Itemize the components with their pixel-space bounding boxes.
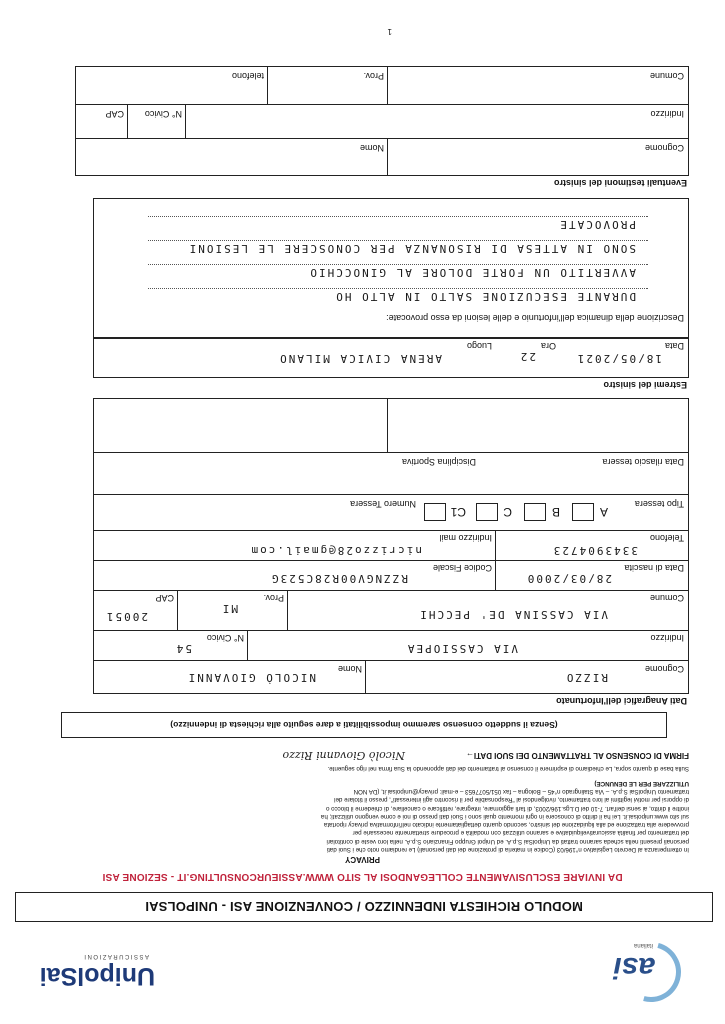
- privacy-line: personali presenti nella scheda saranno trattati da UnipolSai S.p.A. ed Unipol Gruppo Finanziario S.p.A. nella loro veste di contitolari: [326, 837, 689, 845]
- label-indirizzo: Indirizzo: [650, 633, 684, 643]
- form-title: MODULO RICHIESTA INDENNIZZO / CONVENZIONE ASI - UNIPOLSAI: [145, 899, 583, 914]
- witness-label-comune: Comune: [649, 71, 684, 81]
- form-subtitle: DA INVIARE ESCLUSIVAMENTE COLLEGANDOSI AL SITO WWW.ASSIEURCONSULTING.IT - SEZIONE ASI: [102, 871, 623, 882]
- unipolsai-logo-text: UnipolSai: [39, 962, 155, 990]
- privacy-line: provvedere alla trattazione ed alla liquidazione del sinistro, secondo quanto dettagliatamente indicato nell'informativa privacy riportata: [323, 821, 689, 829]
- privacy-line: UTILIZZARE PER LE DENUNCE): [594, 779, 689, 787]
- field-nome[interactable]: NICOLÒ GIOVANNI: [186, 671, 316, 684]
- asi-logo-text: asi: [613, 951, 655, 984]
- field-descrizione-line[interactable]: SONO IN ATTESA DI RISONANZA PER CONOSCERE LE LESIONI: [187, 242, 636, 255]
- field-ora[interactable]: 22: [518, 350, 536, 363]
- unipolsai-logo: [39, 944, 155, 994]
- title-bar: [15, 892, 713, 922]
- label-cognome: Cognome: [644, 664, 684, 674]
- informant-table: [93, 398, 689, 694]
- label-data-rilascio: Data rilascio tessera: [602, 457, 684, 467]
- consent-signature[interactable]: Nicolò Giovanni Rizzo: [282, 749, 405, 762]
- tessera-option-c: C: [503, 505, 512, 519]
- claim-description-box: [93, 198, 689, 338]
- field-mail[interactable]: nicrizzo28@gmail.com: [249, 544, 422, 557]
- label-data-nascita: Data di nascita: [624, 563, 684, 573]
- consent-warning: (Senza il suddetto consenso saremmo impossibilitati a dare seguito alla richiesta di indennizzo): [170, 720, 558, 730]
- label-comune: Comune: [649, 593, 684, 603]
- privacy-line: di opporsi per motivi legittimi al loro trattamento, rivolgendosi al "Responsabile per il riscontro agli interessati", presso il titolare del: [334, 796, 689, 804]
- field-telefono[interactable]: 3343904723: [551, 544, 638, 557]
- field-data-sinistro[interactable]: 18/05/2021: [575, 352, 662, 365]
- unipolsai-logo-subtext: ASSICURAZIONI: [82, 953, 149, 959]
- field-descrizione-line[interactable]: AVVERTITO UN FORTE DOLORE AL GINOCCHIO: [308, 266, 636, 279]
- privacy-line: trattamento UnipolSai S.p.A. – Via Stalingrado n°45 – Bologna – fax 051/5077653 – e-mail: privacy@unipolsai.it, (DA NON: [353, 787, 689, 795]
- label-codice-fiscale: Codice Fiscale: [432, 563, 492, 573]
- label-ora: Ora: [540, 341, 556, 351]
- label-mail: Indirizzo mail: [439, 533, 492, 543]
- label-cap: CAP: [155, 593, 174, 603]
- claim-section-title: Estremi del sinistro: [603, 380, 687, 390]
- witness-label-telefono: telefono: [231, 71, 264, 81]
- label-nome: Nome: [337, 664, 362, 674]
- tessera-checkbox-c[interactable]: [476, 503, 498, 521]
- field-comune[interactable]: VIA CASSINA DE' PECCHI: [418, 608, 608, 621]
- consent-warning-box: [61, 712, 667, 738]
- claim-date-row: [93, 338, 689, 378]
- consent-label: FIRMA DI CONSENSO AL TRATTAMENTO DEI SUOI DATI→: [465, 751, 689, 760]
- tessera-option-b: B: [551, 505, 560, 519]
- witness-label-prov: Prov.: [363, 71, 384, 81]
- field-luogo[interactable]: ARENA CIVICA MILANO: [278, 352, 442, 365]
- field-cognome[interactable]: RIZZO: [564, 671, 608, 684]
- label-civico: N° Civico: [206, 633, 244, 643]
- tessera-checkbox-c1[interactable]: [424, 503, 446, 521]
- label-disciplina: Disciplina Sportiva: [401, 457, 476, 467]
- label-luogo: Luogo: [466, 341, 492, 351]
- witnesses-table: [75, 66, 689, 176]
- label-tipo-tessera: Tipo tessera: [634, 499, 684, 509]
- label-prov: Prov.: [263, 593, 284, 603]
- witnesses-section-title: Eventuali testimoni del sinistro: [553, 178, 687, 188]
- tessera-option-a: A: [599, 505, 608, 519]
- label-data-sinistro: Data: [664, 341, 684, 351]
- witness-label-nome: Nome: [359, 143, 384, 153]
- label-descrizione: Descrizione della dinamica dell'infortunio e delle lesioni da esso provocate:: [386, 313, 684, 323]
- informant-section-title: Dati Anagrafici dell'Infortunato: [556, 696, 687, 706]
- consent-intro: Sulla base di quanto sopra, Le chiediamo di esprimere il consenso al trattamento dei dati apponendo la Sua firma nel rigo seguente.: [327, 765, 689, 772]
- field-indirizzo[interactable]: VIA CASSIOPEA: [405, 642, 518, 655]
- field-codice-fiscale[interactable]: RZZNGV00R28C523G: [270, 572, 408, 585]
- witness-label-cognome: Cognome: [644, 143, 684, 153]
- field-data-nascita[interactable]: 28/03/2000: [525, 572, 612, 585]
- field-descrizione-line[interactable]: PROVOCATE: [558, 218, 636, 231]
- witness-label-cap: CAP: [105, 109, 124, 119]
- asi-logo: [603, 932, 683, 1002]
- witness-label-civico: N° Civico: [144, 109, 182, 119]
- field-cap[interactable]: 20051: [104, 610, 148, 623]
- privacy-line: sul sito www.unipolsai.it. Lei ha il diritto di conoscere in ogni momento quali sono i Suoi dati presso di noi e come vengono utilizzati; ha: [320, 812, 689, 820]
- field-prov[interactable]: MI: [220, 602, 238, 615]
- page-mark: 1: [387, 27, 392, 36]
- tessera-option-c1: C1: [450, 505, 466, 519]
- field-civico[interactable]: 54: [174, 642, 192, 655]
- field-descrizione-line[interactable]: DURANTE ESECUZIONE SALTO IN ALTO HO: [334, 290, 636, 303]
- label-telefono: Telefono: [649, 533, 684, 543]
- asi-logo-subtext: italiana: [633, 942, 653, 948]
- privacy-line: del trattamento per finalità assicurativeliquidative e saranno utilizzati con modalità e procedure strettamente necessarie per: [352, 829, 689, 837]
- privacy-text: [49, 778, 689, 853]
- privacy-line: inoltre il diritto, ai sensi dell'art. 7-10 del D.Lgs.196/2003, di farli aggiornare, integrare, rettificare o cancellare, di chiederne il blocco o: [325, 804, 689, 812]
- label-numero-tessera: Numero Tessera: [350, 499, 416, 509]
- tessera-checkbox-a[interactable]: [572, 503, 594, 521]
- privacy-line: In ottemperanza al Decreto Legislativo n°196/03 (Codice in materia di protezione dei dati personali) Le rendiamo noto che i Suoi dati: [326, 846, 689, 853]
- tessera-checkbox-b[interactable]: [524, 503, 546, 521]
- privacy-heading: PRIVACY: [345, 855, 380, 864]
- witness-label-indirizzo: Indirizzo: [650, 109, 684, 119]
